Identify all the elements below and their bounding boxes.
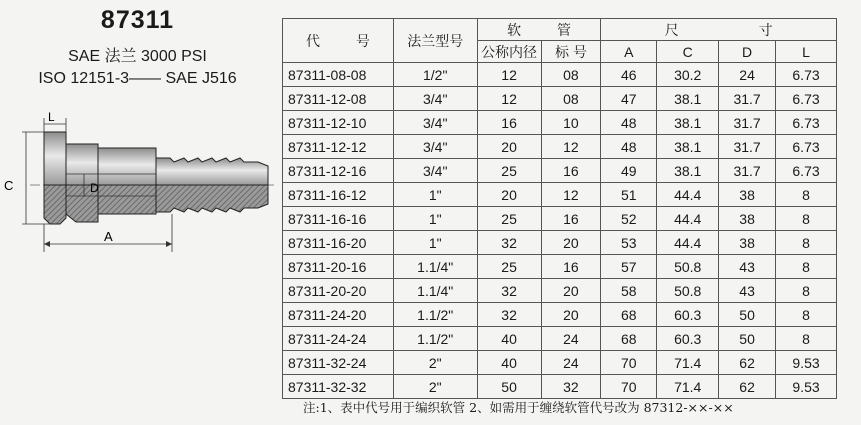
cell-dim-l: 6.73 (776, 111, 837, 135)
iso-standard: ISO 12151-3—— SAE J516 (38, 70, 237, 87)
cell-hose-dn: 16 (477, 111, 541, 135)
cell-dim-c: 60.3 (657, 327, 719, 351)
header-mark: 标 号 (541, 41, 601, 63)
cell-dim-d: 50 (719, 303, 776, 327)
cell-dim-a: 48 (601, 111, 657, 135)
fitting-drawing (0, 110, 275, 260)
product-header (0, 0, 275, 425)
cell-hose-dn: 32 (477, 279, 541, 303)
cell-hose-dn: 32 (477, 303, 541, 327)
cell-dim-a: 68 (601, 327, 657, 351)
cell-code: 87311-32-32 (283, 375, 394, 399)
cell-dim-a: 46 (601, 63, 657, 87)
cell-hose-dn: 20 (477, 183, 541, 207)
cell-hose-mark: 16 (541, 255, 601, 279)
cell-dim-a: 49 (601, 159, 657, 183)
table-row (283, 135, 837, 159)
spec-table (282, 18, 837, 399)
cell-dim-l: 9.53 (776, 351, 837, 375)
cell-flange: 1.1/2" (393, 327, 477, 351)
cell-flange: 3/4" (393, 135, 477, 159)
cell-flange: 2" (393, 375, 477, 399)
cell-dim-d: 31.7 (719, 159, 776, 183)
cell-dim-c: 71.4 (657, 375, 719, 399)
cell-dim-l: 8 (776, 279, 837, 303)
header-dn: 公称内径 (477, 41, 541, 63)
table-row (283, 303, 837, 327)
cell-dim-c: 38.1 (657, 87, 719, 111)
table-note: 注:1、表中代号用于编织软管 2、如需用于缠绕软管代号改为 87312-××-×× (303, 400, 734, 415)
cell-dim-c: 38.1 (657, 159, 719, 183)
cell-flange: 1.1/4" (393, 255, 477, 279)
cell-code: 87311-24-24 (283, 327, 394, 351)
cell-dim-l: 8 (776, 183, 837, 207)
cell-dim-a: 52 (601, 207, 657, 231)
cell-hose-dn: 25 (477, 159, 541, 183)
cell-code: 87311-12-12 (283, 135, 394, 159)
cell-dim-a: 68 (601, 303, 657, 327)
cell-hose-dn: 25 (477, 255, 541, 279)
cell-flange: 1.1/2" (393, 303, 477, 327)
header-a: A (601, 41, 657, 63)
cell-hose-mark: 08 (541, 63, 601, 87)
cell-code: 87311-24-20 (283, 303, 394, 327)
cell-dim-d: 43 (719, 279, 776, 303)
dim-label-L: L (48, 110, 55, 124)
cell-hose-dn: 40 (477, 327, 541, 351)
cell-dim-a: 58 (601, 279, 657, 303)
cell-code: 87311-08-08 (283, 63, 394, 87)
cell-dim-c: 30.2 (657, 63, 719, 87)
cell-dim-d: 62 (719, 375, 776, 399)
cell-dim-a: 51 (601, 183, 657, 207)
cell-dim-a: 70 (601, 351, 657, 375)
cell-code: 87311-32-24 (283, 351, 394, 375)
cell-code: 87311-16-12 (283, 183, 394, 207)
table-row (283, 111, 837, 135)
cell-dim-l: 6.73 (776, 135, 837, 159)
cell-code: 87311-12-10 (283, 111, 394, 135)
cell-hose-dn: 40 (477, 351, 541, 375)
table-row (283, 351, 837, 375)
cell-dim-a: 48 (601, 135, 657, 159)
table-row (283, 207, 837, 231)
table-row (283, 87, 837, 111)
cell-dim-c: 38.1 (657, 111, 719, 135)
cell-flange: 3/4" (393, 111, 477, 135)
cell-dim-a: 70 (601, 375, 657, 399)
cell-code: 87311-12-16 (283, 159, 394, 183)
cell-flange: 3/4" (393, 87, 477, 111)
cell-dim-a: 47 (601, 87, 657, 111)
cell-dim-d: 43 (719, 255, 776, 279)
header-hose: 软 管 (477, 19, 601, 41)
cell-flange: 1" (393, 183, 477, 207)
cell-dim-a: 57 (601, 255, 657, 279)
cell-dim-c: 44.4 (657, 183, 719, 207)
cell-dim-l: 8 (776, 303, 837, 327)
dim-label-C: C (4, 178, 14, 193)
cell-flange: 1" (393, 231, 477, 255)
cell-dim-l: 6.73 (776, 87, 837, 111)
cell-dim-d: 38 (719, 183, 776, 207)
cell-dim-l: 9.53 (776, 375, 837, 399)
cell-hose-dn: 32 (477, 231, 541, 255)
cell-code: 87311-16-16 (283, 207, 394, 231)
cell-hose-mark: 10 (541, 111, 601, 135)
cell-dim-a: 53 (601, 231, 657, 255)
table-row (283, 183, 837, 207)
cell-hose-mark: 20 (541, 231, 601, 255)
cell-dim-l: 8 (776, 207, 837, 231)
header-c: C (657, 41, 719, 63)
cell-dim-d: 62 (719, 351, 776, 375)
cell-hose-dn: 12 (477, 87, 541, 111)
header-code: 代 号 (283, 19, 394, 63)
cell-dim-c: 38.1 (657, 135, 719, 159)
cell-dim-c: 44.4 (657, 231, 719, 255)
dim-label-D: D (90, 181, 99, 195)
cell-dim-l: 6.73 (776, 63, 837, 87)
cell-hose-mark: 32 (541, 375, 601, 399)
model-number: 87311 (100, 6, 175, 34)
cell-dim-c: 50.8 (657, 255, 719, 279)
cell-flange: 3/4" (393, 159, 477, 183)
cell-hose-dn: 12 (477, 63, 541, 87)
flange-standard: SAE 法兰 3000 PSI (68, 48, 207, 65)
table-row (283, 327, 837, 351)
cell-code: 87311-20-20 (283, 279, 394, 303)
cell-dim-l: 8 (776, 327, 837, 351)
cell-flange: 1/2" (393, 63, 477, 87)
table-row (283, 159, 837, 183)
header-flange: 法兰型号 (393, 19, 477, 63)
table-row (283, 279, 837, 303)
cell-flange: 1" (393, 207, 477, 231)
dim-label-A: A (104, 229, 113, 244)
spec-table-body (283, 63, 837, 399)
cell-hose-mark: 16 (541, 159, 601, 183)
cell-hose-mark: 24 (541, 327, 601, 351)
cell-dim-c: 71.4 (657, 351, 719, 375)
cell-dim-c: 60.3 (657, 303, 719, 327)
cell-hose-mark: 08 (541, 87, 601, 111)
cell-dim-d: 50 (719, 327, 776, 351)
cell-flange: 2" (393, 351, 477, 375)
cell-hose-mark: 16 (541, 207, 601, 231)
cell-hose-dn: 50 (477, 375, 541, 399)
table-row (283, 231, 837, 255)
cell-dim-l: 6.73 (776, 159, 837, 183)
table-row (283, 375, 837, 399)
cell-hose-mark: 12 (541, 135, 601, 159)
cell-dim-d: 31.7 (719, 111, 776, 135)
cell-dim-l: 8 (776, 255, 837, 279)
cell-hose-mark: 12 (541, 183, 601, 207)
cell-dim-d: 38 (719, 207, 776, 231)
cell-hose-mark: 20 (541, 279, 601, 303)
cell-dim-d: 24 (719, 63, 776, 87)
cell-code: 87311-16-20 (283, 231, 394, 255)
cell-dim-d: 31.7 (719, 87, 776, 111)
cell-hose-mark: 20 (541, 303, 601, 327)
cell-code: 87311-12-08 (283, 87, 394, 111)
cell-dim-d: 31.7 (719, 135, 776, 159)
cell-dim-c: 44.4 (657, 207, 719, 231)
cell-hose-mark: 24 (541, 351, 601, 375)
cell-hose-dn: 20 (477, 135, 541, 159)
cell-dim-d: 38 (719, 231, 776, 255)
cell-flange: 1.1/4" (393, 279, 477, 303)
table-row (283, 63, 837, 87)
cell-hose-dn: 25 (477, 207, 541, 231)
header-l: L (776, 41, 837, 63)
table-row (283, 255, 837, 279)
cell-dim-c: 50.8 (657, 279, 719, 303)
cell-dim-l: 8 (776, 231, 837, 255)
header-size: 尺 寸 (601, 19, 837, 41)
header-d: D (719, 41, 776, 63)
cell-code: 87311-20-16 (283, 255, 394, 279)
